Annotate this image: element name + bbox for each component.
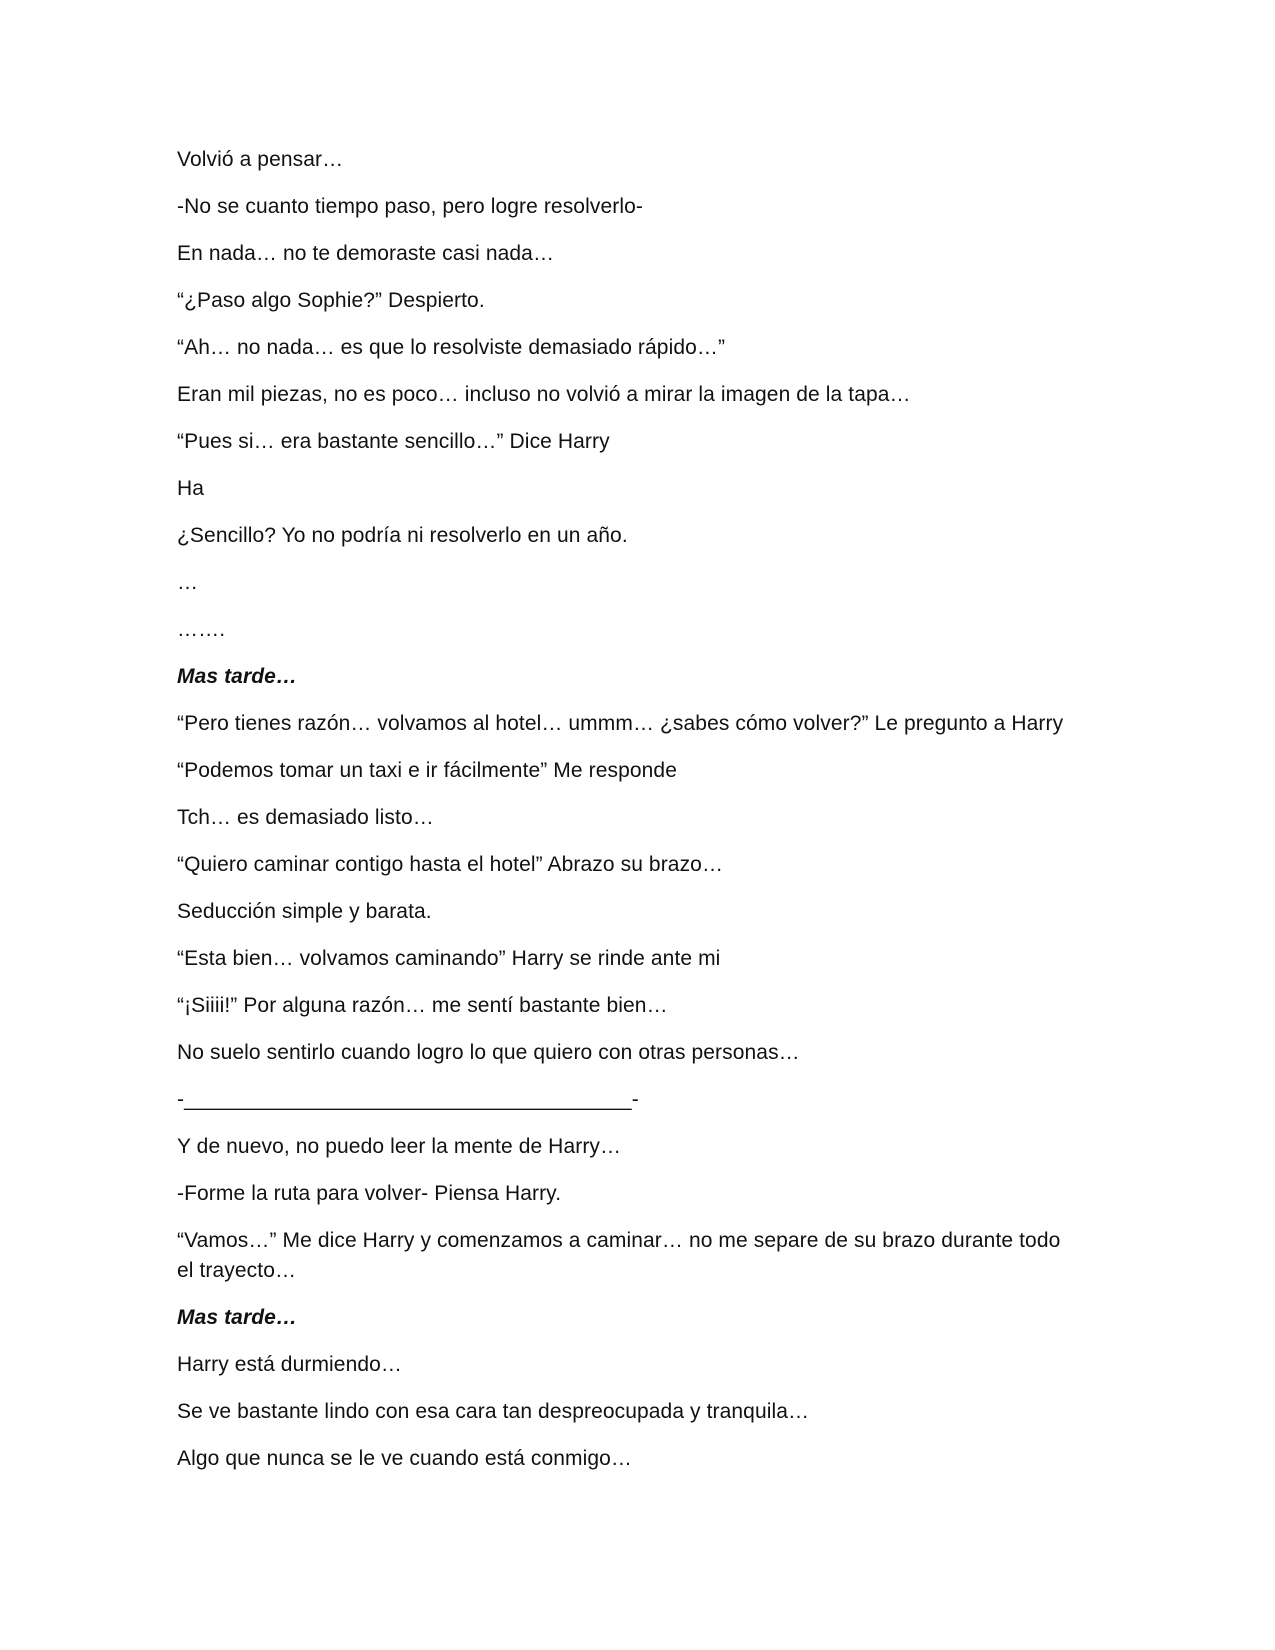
separator-line: -______________________________________- [177, 1088, 639, 1111]
paragraph: “¿Paso algo Sophie?” Despierto. [177, 289, 485, 312]
paragraph: “Podemos tomar un taxi e ir fácilmente” Me responde [177, 759, 677, 782]
paragraph: No suelo sentirlo cuando logro lo que quiero con otras personas… [177, 1041, 800, 1064]
paragraph: Algo que nunca se le ve cuando está conmigo… [177, 1447, 633, 1470]
paragraph: “Ah… no nada… es que lo resolviste demasiado rápido…” [177, 336, 726, 359]
section-heading: Mas tarde… [177, 1306, 298, 1329]
paragraph: … [177, 571, 199, 594]
paragraph: Tch… es demasiado listo… [177, 806, 434, 829]
paragraph: Harry está durmiendo… [177, 1353, 403, 1376]
paragraph: -No se cuanto tiempo paso, pero logre resolverlo- [177, 195, 643, 218]
paragraph: Seducción simple y barata. [177, 900, 432, 923]
paragraph: “Esta bien… volvamos caminando” Harry se rinde ante mi [177, 947, 721, 970]
paragraph: “¡Siiii!” Por alguna razón… me sentí bastante bien… [177, 994, 668, 1017]
paragraph: Se ve bastante lindo con esa cara tan despreocupada y tranquila… [177, 1400, 810, 1423]
section-heading: Mas tarde… [177, 665, 298, 688]
paragraph: En nada… no te demoraste casi nada… [177, 242, 555, 265]
paragraph: Volvió a pensar… [177, 148, 344, 171]
paragraph: Ha [177, 477, 205, 500]
paragraph: “Vamos…” Me dice Harry y comenzamos a caminar… no me separe de su brazo durante todo el trayecto… [177, 1229, 1067, 1282]
document-body [177, 145, 1077, 1491]
paragraph: “Quiero caminar contigo hasta el hotel” Abrazo su brazo… [177, 853, 724, 876]
paragraph: Eran mil piezas, no es poco… incluso no volvió a mirar la imagen de la tapa… [177, 383, 911, 406]
paragraph: ……. [177, 618, 226, 641]
paragraph: “Pues si… era bastante sencillo…” Dice Harry [177, 430, 610, 453]
paragraph: “Pero tienes razón… volvamos al hotel… ummm… ¿sabes cómo volver?” Le pregunto a Harry [177, 712, 1064, 735]
paragraph: Y de nuevo, no puedo leer la mente de Harry… [177, 1135, 622, 1158]
paragraph: -Forme la ruta para volver- Piensa Harry. [177, 1182, 562, 1205]
paragraph: ¿Sencillo? Yo no podría ni resolverlo en un año. [177, 524, 628, 547]
